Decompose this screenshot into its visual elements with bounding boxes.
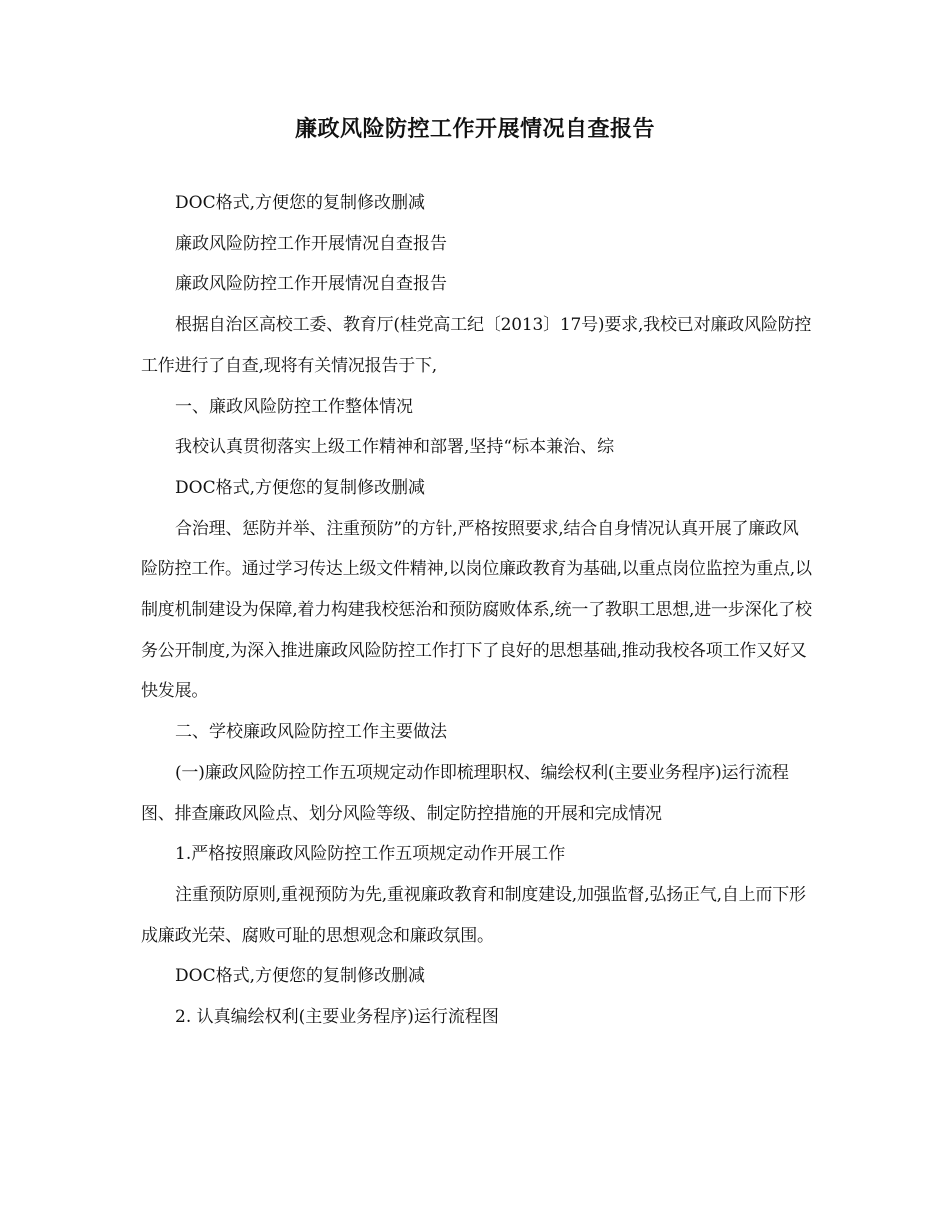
document-title: 廉政风险防控工作开展情况自查报告 <box>294 116 655 142</box>
item-heading-2: 2. 认真编绘权利(主要业务程序)运行流程图 <box>175 1007 499 1028</box>
paragraph-doc-note-1: DOC格式,方便您的复制修改删减 <box>175 193 425 213</box>
paragraph-subtitle-2: 廉政风险防控工作开展情况自查报告 <box>175 274 447 295</box>
paragraph-doc-note-2: DOC格式,方便您的复制修改删减 <box>175 477 425 498</box>
section-heading-1: 一、廉政风险防控工作整体情况 <box>175 396 413 417</box>
section-heading-2: 二、学校廉政风险防控工作主要做法 <box>175 722 447 743</box>
paragraph-doc-note-3: DOC格式,方便您的复制修改删减 <box>175 966 425 987</box>
paragraph-section-1-body: 合治理、惩防并举、注重预防”的方针,严格按照要求,结合自身情况认真开展了廉政风险防控工作。通过学习传达上级文件精神,以岗位廉政教育为基础,以重点岗位监控为重点,以制度机制建设为保障,着力构建我校惩治和预防腐败体系,统一了教职工思想,进一步深化了校务公开制度,为深入推进廉政风险防控工作打下了良好的思想基础,推动我校各项工作又好又快发展。 <box>141 518 812 702</box>
paragraph-subtitle-1: 廉政风险防控工作开展情况自查报告 <box>175 233 447 254</box>
paragraph-intro: 根据自治区高校工委、教育厅(桂党高工纪〔2013〕17号)要求,我校已对廉政风险防控工作进行了自查,现将有关情况报告于下, <box>141 315 812 376</box>
subsection-heading-1: (一)廉政风险防控工作五项规定动作即梳理职权、编绘权利(主要业务程序)运行流程图、排查廉政风险点、划分风险等级、制定防控措施的开展和完成情况 <box>141 762 789 824</box>
paragraph-item-1-body: 注重预防原则,重视预防为先,重视廉政教育和制度建设,加强监督,弘扬正气,自上而下形成廉政光荣、腐败可耻的思想观念和廉政氛围。 <box>141 884 806 946</box>
document-body <box>141 183 813 1038</box>
item-heading-1: 1.严格按照廉政风险防控工作五项规定动作开展工作 <box>175 844 566 865</box>
paragraph-section-1-start: 我校认真贯彻落实上级工作精神和部署,坚持“标本兼治、综 <box>175 437 615 458</box>
